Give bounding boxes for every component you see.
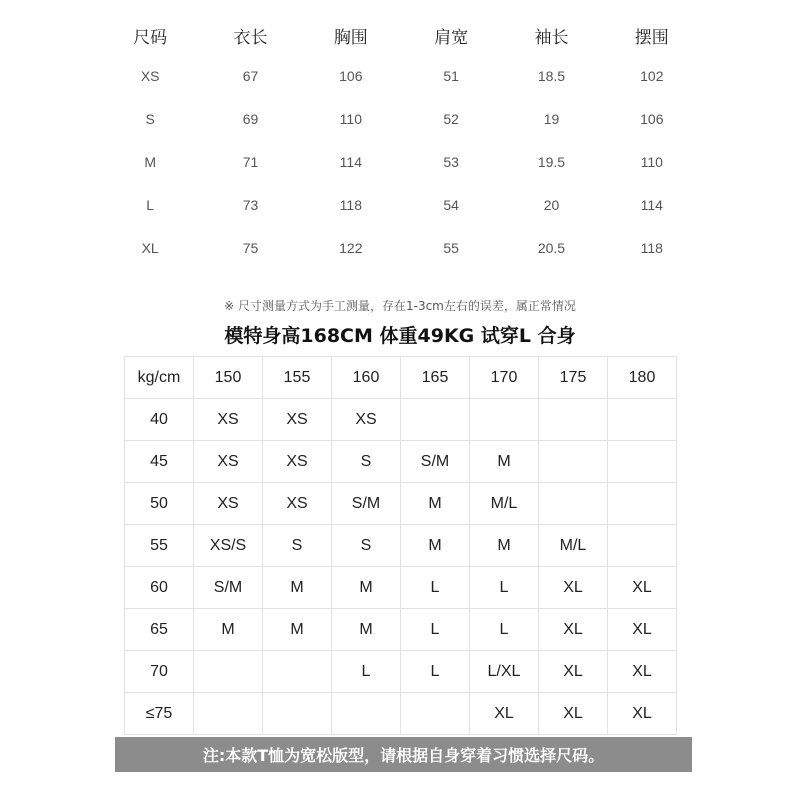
grid-size-cell: XL: [539, 693, 608, 735]
grid-size-cell: M: [263, 609, 332, 651]
grid-size-cell: XS: [263, 441, 332, 483]
grid-height-cell: 175: [539, 357, 608, 399]
size-recommendation-table: [124, 356, 677, 735]
grid-weight-cell: 45: [125, 441, 194, 483]
table-row: [125, 483, 677, 525]
size-chart-cell: 106: [640, 110, 664, 127]
grid-size-cell: [470, 399, 539, 441]
grid-size-cell: S: [332, 525, 401, 567]
grid-corner-cell: kg/cm: [125, 357, 194, 399]
grid-size-cell: [401, 693, 470, 735]
size-chart-cell: 52: [443, 110, 459, 127]
grid-size-cell: XL: [539, 567, 608, 609]
grid-size-cell: L: [470, 609, 539, 651]
size-chart: [100, 16, 702, 269]
grid-weight-cell: 65: [125, 609, 194, 651]
size-chart-cell: 118: [640, 239, 663, 256]
size-chart-cell: 53: [443, 153, 459, 170]
size-chart-cell: 18.5: [537, 67, 566, 84]
grid-size-cell: XL: [539, 609, 608, 651]
size-chart-header-cell: 衣长: [233, 27, 268, 48]
grid-size-cell: XL: [608, 651, 677, 693]
grid-size-cell: S/M: [401, 441, 470, 483]
grid-size-cell: S/M: [332, 483, 401, 525]
size-chart-row: [100, 54, 702, 97]
grid-size-cell: S/M: [194, 567, 263, 609]
table-row: [125, 693, 677, 735]
size-chart-cell: 122: [339, 239, 363, 256]
table-row: [125, 441, 677, 483]
table-row: [125, 609, 677, 651]
size-chart-row: [100, 97, 702, 140]
size-chart-cell: 102: [640, 67, 664, 84]
measurement-note: ※ 尺寸测量方式为手工测量，存在1-3cm左右的误差，属正常情况: [224, 299, 576, 313]
size-chart-row: [100, 183, 702, 226]
grid-size-cell: [194, 693, 263, 735]
size-chart-cell: XL: [141, 239, 159, 256]
size-chart-cell: 73: [242, 196, 259, 213]
grid-size-cell: XL: [608, 693, 677, 735]
grid-size-cell: XS: [263, 399, 332, 441]
size-chart-cell: 71: [242, 153, 259, 170]
grid-size-cell: XS: [263, 483, 332, 525]
size-chart-cell: 20: [543, 196, 560, 213]
grid-size-cell: M/L: [539, 525, 608, 567]
grid-size-cell: M: [401, 525, 470, 567]
size-chart-header-cell: 尺码: [133, 27, 168, 48]
grid-size-cell: XL: [608, 609, 677, 651]
model-info: 模特身高168CM 体重49KG 试穿L 合身: [224, 325, 576, 347]
size-chart-cell: XS: [140, 67, 160, 84]
grid-size-cell: S: [263, 525, 332, 567]
size-chart-cell: 114: [640, 196, 663, 213]
size-chart-cell: 118: [339, 196, 362, 213]
footer-note: 注:本款T恤为宽松版型，请根据自身穿着习惯选择尺码。: [115, 737, 692, 772]
grid-size-cell: L: [401, 567, 470, 609]
table-row: [125, 567, 677, 609]
grid-size-cell: XL: [470, 693, 539, 735]
grid-height-cell: 155: [263, 357, 332, 399]
size-chart-row: [100, 226, 702, 269]
grid-size-cell: [332, 693, 401, 735]
size-chart-cell: S: [145, 110, 155, 127]
size-chart-header-cell: 肩宽: [434, 27, 469, 48]
size-chart-header: [100, 16, 702, 54]
grid-header-row: [125, 357, 677, 399]
grid-size-cell: [401, 399, 470, 441]
grid-weight-cell: ≤75: [125, 693, 194, 735]
size-chart-cell: 20.5: [537, 239, 566, 256]
size-chart-cell: 69: [242, 110, 259, 127]
grid-size-cell: M/L: [470, 483, 539, 525]
grid-weight-cell: 50: [125, 483, 194, 525]
size-chart-header-cell: 摆围: [634, 27, 669, 48]
size-chart-header-cell: 袖长: [534, 27, 569, 48]
grid-size-cell: M: [470, 441, 539, 483]
grid-size-cell: XS: [194, 399, 263, 441]
grid-size-cell: M: [194, 609, 263, 651]
grid-weight-cell: 60: [125, 567, 194, 609]
grid-height-cell: 170: [470, 357, 539, 399]
grid-size-cell: XL: [608, 567, 677, 609]
grid-size-cell: [608, 441, 677, 483]
grid-size-cell: [263, 693, 332, 735]
grid-size-cell: XL: [539, 651, 608, 693]
grid-size-cell: [194, 651, 263, 693]
grid-size-cell: L: [332, 651, 401, 693]
grid-size-cell: [539, 441, 608, 483]
grid-size-cell: L: [401, 609, 470, 651]
size-chart-row: [100, 140, 702, 183]
grid-weight-cell: 55: [125, 525, 194, 567]
size-chart-cell: 51: [443, 67, 459, 84]
grid-size-cell: M: [470, 525, 539, 567]
size-chart-cell: 110: [339, 110, 362, 127]
grid-size-cell: S: [332, 441, 401, 483]
grid-size-cell: [608, 399, 677, 441]
table-row: [125, 651, 677, 693]
size-chart-cell: 114: [339, 153, 362, 170]
grid-height-cell: 160: [332, 357, 401, 399]
grid-size-cell: [539, 483, 608, 525]
size-chart-cell: 75: [242, 239, 259, 256]
size-chart-header-cell: 胸围: [333, 27, 368, 48]
table-row: [125, 399, 677, 441]
grid-size-cell: XS: [194, 483, 263, 525]
size-chart-cell: 67: [242, 67, 259, 84]
size-chart-cell: 54: [443, 196, 459, 213]
grid-height-cell: 150: [194, 357, 263, 399]
grid-size-cell: M: [401, 483, 470, 525]
grid-height-cell: 165: [401, 357, 470, 399]
size-chart-cell: 106: [339, 67, 363, 84]
grid-weight-cell: 70: [125, 651, 194, 693]
size-chart-cell: 55: [443, 239, 459, 256]
grid-size-cell: XS: [332, 399, 401, 441]
grid-size-cell: [539, 399, 608, 441]
grid-size-cell: XS: [194, 441, 263, 483]
grid-weight-cell: 40: [125, 399, 194, 441]
grid-size-cell: L/XL: [470, 651, 539, 693]
grid-size-cell: M: [332, 567, 401, 609]
grid-size-cell: [608, 483, 677, 525]
grid-size-cell: L: [470, 567, 539, 609]
size-chart-cell: L: [146, 196, 155, 213]
table-row: [125, 525, 677, 567]
grid-height-cell: 180: [608, 357, 677, 399]
grid-size-cell: M: [263, 567, 332, 609]
grid-size-cell: M: [332, 609, 401, 651]
grid-size-cell: XS/S: [194, 525, 263, 567]
size-chart-cell: 19.5: [537, 153, 566, 170]
grid-size-cell: [263, 651, 332, 693]
size-chart-cell: 19: [543, 110, 560, 127]
grid-size-cell: L: [401, 651, 470, 693]
size-chart-cell: M: [144, 153, 156, 170]
grid-size-cell: [608, 525, 677, 567]
size-chart-cell: 110: [640, 153, 663, 170]
